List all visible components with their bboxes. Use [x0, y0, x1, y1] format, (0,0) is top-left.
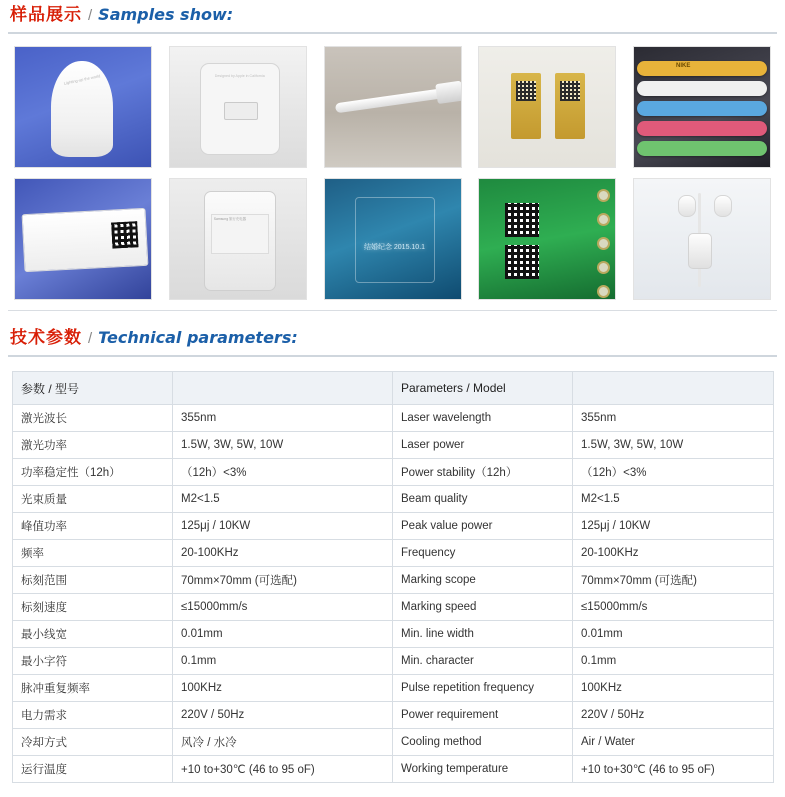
- param-value-cn: 0.01mm: [173, 621, 393, 648]
- param-value-cn: 125μj / 10KW: [173, 513, 393, 540]
- wristband-yellow: [637, 61, 767, 76]
- param-value-en: 20-100KHz: [573, 540, 774, 567]
- cable-connector-head: [435, 81, 462, 104]
- param-label-cn: 激光功率: [13, 432, 173, 459]
- sample-image-backdrop: [479, 47, 615, 167]
- table-row: [13, 405, 774, 432]
- adapter-pin-slot: [224, 102, 258, 120]
- param-label-cn: 光束质量: [13, 486, 173, 513]
- wristband-pink: [637, 121, 767, 136]
- params-heading-en: Technical parameters:: [98, 328, 298, 347]
- gold-module-left: [511, 73, 541, 139]
- params-divider: [8, 355, 777, 357]
- earbud-right: [714, 195, 732, 217]
- samsung-adapter-body: [204, 191, 276, 291]
- qr-code-icon: [516, 81, 536, 101]
- samples-gallery: [0, 46, 785, 300]
- param-value-en: 355nm: [573, 405, 774, 432]
- param-value-en: ≤15000mm/s: [573, 594, 774, 621]
- sample-white-lamp-shade[interactable]: [14, 46, 152, 168]
- table-header-en-blank: [573, 372, 774, 405]
- param-label-en: Pulse repetition frequency: [393, 675, 573, 702]
- samsung-label-text: Samsung 旅行充电器: [211, 214, 269, 254]
- param-value-cn: 220V / 50Hz: [173, 702, 393, 729]
- samples-heading-en: Samples show:: [98, 5, 234, 24]
- sample-silicone-wristbands[interactable]: [633, 46, 771, 168]
- table-row: [13, 486, 774, 513]
- param-value-en: 0.1mm: [573, 648, 774, 675]
- table-row: [13, 459, 774, 486]
- table-header-cn-blank: [173, 372, 393, 405]
- crystal-engraving-text: 结婚纪念 2015.10.1: [355, 197, 435, 283]
- samples-heading-separator: /: [88, 7, 93, 24]
- param-label-en: Min. line width: [393, 621, 573, 648]
- param-value-cn: 风冷 / 水冷: [173, 729, 393, 756]
- param-value-en: 70mm×70mm (可选配): [573, 567, 774, 594]
- table-row: [13, 540, 774, 567]
- param-value-en: 220V / 50Hz: [573, 702, 774, 729]
- table-header-row: [13, 372, 774, 405]
- wristband-white: [637, 81, 767, 96]
- pcb-mounting-holes: [597, 189, 607, 289]
- samples-divider: [8, 32, 777, 34]
- param-label-en: Marking speed: [393, 594, 573, 621]
- sample-engraved-crystal-block[interactable]: [324, 178, 462, 300]
- table-header-cn-model: 参数 / 型号: [13, 372, 173, 405]
- gold-module-right: [555, 73, 585, 139]
- table-header-en-model: Parameters / Model: [393, 372, 573, 405]
- param-value-en: 0.01mm: [573, 621, 774, 648]
- param-value-cn: 1.5W, 3W, 5W, 10W: [173, 432, 393, 459]
- sample-apple-power-adapter[interactable]: [169, 46, 307, 168]
- sample-white-pcb-strip[interactable]: [14, 178, 152, 300]
- param-label-cn: 标刻范围: [13, 567, 173, 594]
- param-value-cn: 20-100KHz: [173, 540, 393, 567]
- pcb-strip-body: [22, 208, 149, 272]
- param-label-en: Power requirement: [393, 702, 573, 729]
- param-label-en: Min. character: [393, 648, 573, 675]
- param-value-en: （12h）<3%: [573, 459, 774, 486]
- param-value-cn: （12h）<3%: [173, 459, 393, 486]
- param-value-en: Air / Water: [573, 729, 774, 756]
- param-value-en: M2<1.5: [573, 486, 774, 513]
- samples-row-1: [14, 46, 771, 168]
- wristband-blue: [637, 101, 767, 116]
- sample-white-earphones[interactable]: [633, 178, 771, 300]
- param-label-cn: 冷却方式: [13, 729, 173, 756]
- samples-section-bottom-divider: [8, 310, 777, 311]
- sample-image-backdrop: [479, 179, 615, 299]
- param-value-en: 125μj / 10KW: [573, 513, 774, 540]
- sample-gold-laser-modules[interactable]: [478, 46, 616, 168]
- param-value-en: 1.5W, 3W, 5W, 10W: [573, 432, 774, 459]
- param-value-en: 100KHz: [573, 675, 774, 702]
- earphone-inline-control: [688, 233, 712, 269]
- params-heading-separator: /: [88, 330, 93, 347]
- qr-code-icon: [560, 81, 580, 101]
- table-row: [13, 729, 774, 756]
- samples-heading-cn: 样品展示: [10, 5, 82, 24]
- param-value-cn: ≤15000mm/s: [173, 594, 393, 621]
- param-label-cn: 最小字符: [13, 648, 173, 675]
- param-label-cn: 激光波长: [13, 405, 173, 432]
- wristband-brand-text: NIKE: [676, 63, 691, 69]
- param-label-en: Laser wavelength: [393, 405, 573, 432]
- technical-parameters-table: [12, 371, 774, 783]
- param-value-cn: 355nm: [173, 405, 393, 432]
- adapter-engraved-text: Designed by Apple in California: [214, 74, 265, 78]
- param-label-en: Beam quality: [393, 486, 573, 513]
- param-label-en: Peak value power: [393, 513, 573, 540]
- table-row: [13, 675, 774, 702]
- param-value-cn: 100KHz: [173, 675, 393, 702]
- param-label-en: Power stability（12h）: [393, 459, 573, 486]
- table-row: [13, 432, 774, 459]
- sample-samsung-travel-adapter[interactable]: [169, 178, 307, 300]
- param-label-cn: 功率稳定性（12h）: [13, 459, 173, 486]
- param-label-cn: 最小线宽: [13, 621, 173, 648]
- samples-section-heading: [0, 0, 785, 30]
- wristband-green: [637, 141, 767, 156]
- table-row: [13, 756, 774, 783]
- earbud-left: [678, 195, 696, 217]
- sample-usb-cable-connector[interactable]: [324, 46, 462, 168]
- table-row: [13, 648, 774, 675]
- table-row: [13, 702, 774, 729]
- table-body: [13, 372, 774, 783]
- params-section-heading: [0, 323, 785, 353]
- param-label-en: Cooling method: [393, 729, 573, 756]
- param-label-cn: 脉冲重复频率: [13, 675, 173, 702]
- param-label-en: Working temperature: [393, 756, 573, 783]
- param-label-cn: 标刻速度: [13, 594, 173, 621]
- lamp-shade-shape: [51, 61, 113, 157]
- table-row: [13, 621, 774, 648]
- qr-code-icon: [505, 245, 539, 279]
- qr-code-icon: [111, 221, 138, 248]
- lamp-engraved-text: Lighting-up the world: [63, 73, 101, 86]
- earphone-assembly: [658, 193, 748, 289]
- table-row: [13, 594, 774, 621]
- param-label-cn: 电力需求: [13, 702, 173, 729]
- table-row: [13, 567, 774, 594]
- param-label-cn: 峰值功率: [13, 513, 173, 540]
- param-value-cn: +10 to+30℃ (46 to 95 oF): [173, 756, 393, 783]
- param-label-cn: 频率: [13, 540, 173, 567]
- qr-code-icon: [505, 203, 539, 237]
- param-value-cn: 0.1mm: [173, 648, 393, 675]
- param-label-en: Laser power: [393, 432, 573, 459]
- param-label-en: Frequency: [393, 540, 573, 567]
- adapter-body: [200, 63, 280, 155]
- param-label-en: Marking scope: [393, 567, 573, 594]
- param-label-cn: 运行温度: [13, 756, 173, 783]
- samples-row-2: [14, 178, 771, 300]
- table-row: [13, 513, 774, 540]
- param-value-cn: 70mm×70mm (可选配): [173, 567, 393, 594]
- sample-green-circuit-board[interactable]: [478, 178, 616, 300]
- param-value-en: +10 to+30℃ (46 to 95 oF): [573, 756, 774, 783]
- param-value-cn: M2<1.5: [173, 486, 393, 513]
- params-heading-cn: 技术参数: [10, 328, 82, 347]
- page-bottom-spacer: [0, 783, 785, 797]
